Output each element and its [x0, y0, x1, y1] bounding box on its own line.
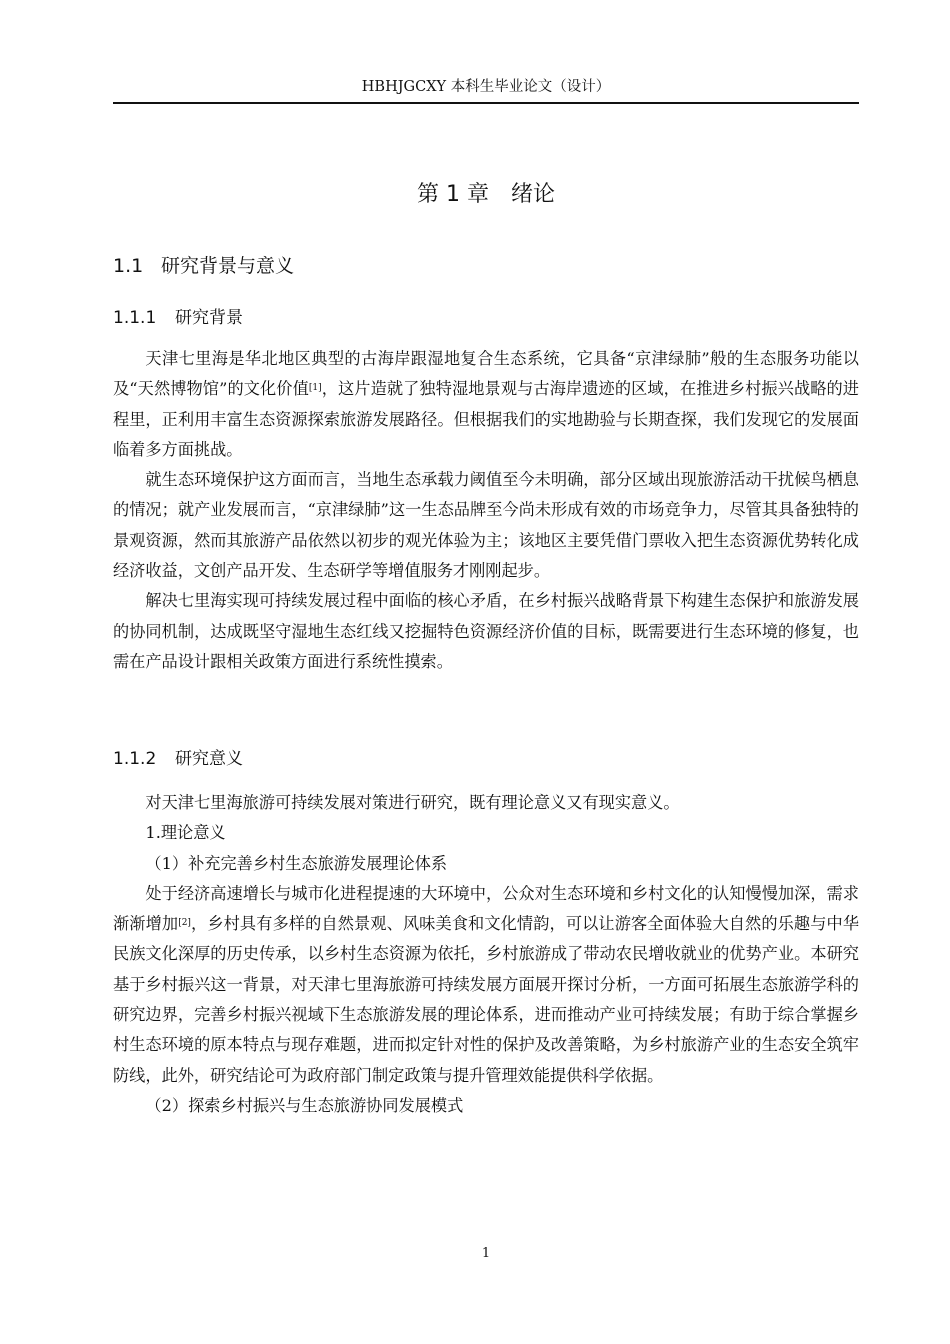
citation-ref: [1] [308, 383, 322, 394]
section-heading-1-1 [113, 252, 294, 280]
paragraph-text: 天津七里海是华北地区典型的古海岸跟湿地复合生态系统，它具备“京津绿肺”般的生态服务功能以及“天然博物馆”的文化价值 [113, 349, 859, 399]
paragraph: 就生态环境保护这方面而言，当地生态承载力阈值至今未明确，部分区域出现旅游活动干扰候鸟栖息的情况；就产业发展而言，“京津绿肺”这一生态品牌至今尚未形成有效的市场竞争力，尽管其具备独特的景观资源，然而其旅游产品依然以初步的观光体验为主；该地区主要凭借门票收入把生态资源优势转化成经济收益，文创产品开发、生态研学等增值服务才刚刚起步。 [113, 470, 859, 581]
paragraph-text: ，这片造就了独特湿地景观与古海岸遗迹的区域，在推进乡村振兴战略的进程里，正利用丰富生态资源探索旅游发展路径。但根据我们的实地勘验与长期查探，我们发现它的发展面临着多方面挑战。 [113, 379, 859, 459]
list-item-heading: 1.理论意义 [145, 823, 226, 843]
chapter-name: 绪论 [510, 182, 555, 207]
list-subitem-heading: （1）补充完善乡村生态旅游发展理论体系 [145, 853, 448, 873]
page-number: 1 [481, 1246, 491, 1261]
section-heading-1-1-1 [113, 305, 243, 331]
chapter-title [113, 178, 859, 212]
background-body [113, 344, 859, 677]
section-number: 1.1 [113, 255, 144, 277]
paragraph [113, 344, 859, 465]
paragraph-text: 处于经济高速增长与城市化进程提速的大环境中，公众对生态环境和乡村文化的认知慢慢加深，需求渐渐增加 [113, 883, 859, 934]
significance-body [113, 788, 859, 1121]
citation-ref: [2] [178, 918, 191, 929]
subsection-title: 研究意义 [175, 749, 243, 769]
running-header [113, 76, 859, 104]
subsection-number: 1.1.1 [113, 308, 157, 328]
running-title: HBHJGCXY 本科生毕业论文（设计） [361, 79, 611, 95]
chapter-number: 第 1 章 [417, 182, 489, 207]
paragraph: 解决七里海实现可持续发展过程中面临的核心矛盾，在乡村振兴战略背景下构建生态保护和旅游发展的协同机制，达成既坚守湿地生态红线又挖掘特色资源经济价值的目标，既需要进行生态环境的修复，也需在产品设计跟相关政策方面进行系统性摸索。 [113, 591, 859, 671]
paragraph: 对天津七里海旅游可持续发展对策进行研究，既有理论意义又有现实意义。 [145, 793, 680, 812]
subsection-number: 1.1.2 [113, 749, 157, 769]
section-heading-1-1-2 [113, 746, 243, 772]
paragraph [113, 879, 859, 1091]
subsection-title: 研究背景 [175, 308, 243, 328]
list-subitem-heading: （2）探索乡村振兴与生态旅游协同发展模式 [145, 1095, 464, 1115]
section-title: 研究背景与意义 [161, 255, 295, 277]
paragraph-text: ，乡村具有多样的自然景观、风味美食和文化情韵，可以让游客全面体验大自然的乐趣与中华民族文化深厚的历史传承，以乡村生态资源为依托，乡村旅游成了带动农民增收就业的优势产业。本研究基于乡村振兴这一背景，对天津七里海旅游可持续发展方面展开探讨分析，一方面可拓展生态旅游学科的研究边界，完善乡村振兴视域下生态旅游发展的理论体系，进而推动产业可持续发展；有助于综合掌握乡村生态环境的原本特点与现存难题，进而拟定针对性的保护及改善策略，为乡村旅游产业的生态安全筑牢防线，此外，研究结论可为政府部门制定政策与提升管理效能提供科学依据。 [113, 914, 860, 1085]
